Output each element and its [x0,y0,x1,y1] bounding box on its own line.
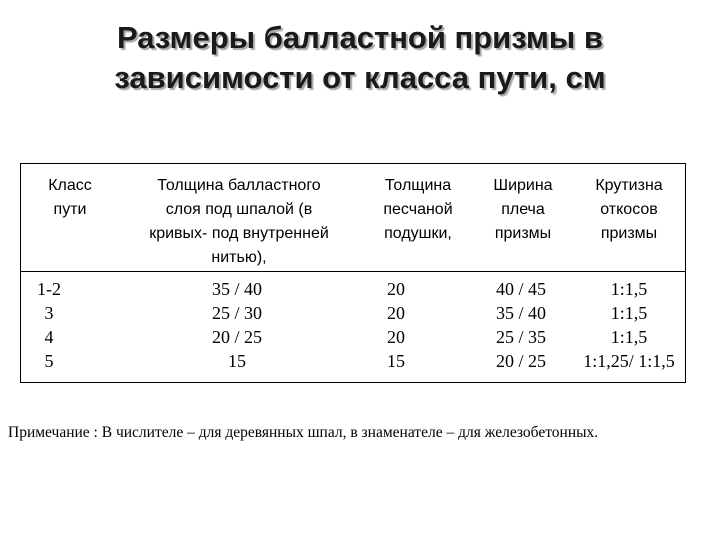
header-text: Ширина [493,177,553,194]
header-text: Крутизна [595,177,663,194]
header-text: нитью), [211,249,267,266]
table-cell: 40 / 45 [495,279,546,299]
header-text: призмы [600,225,658,242]
slide-title [0,18,720,98]
header-text: пути [53,201,87,218]
table-cell: 5 [44,351,54,371]
header-slope [569,174,689,246]
table-cell: 1:1,5 [610,327,648,347]
header-text: плеча [501,201,545,218]
header-text: песчаной [383,201,453,218]
table-cell: 35 / 40 [495,303,546,323]
header-text: кривых- под внутренней [149,225,329,242]
header-text: подушки, [384,225,452,242]
header-ballast-thickness [119,174,359,270]
header-text: слоя под шпалой (в [165,201,313,218]
table-cell: 4 [44,327,54,347]
table-cell: 1:1,5 [610,279,648,299]
column-ballast-thickness [189,277,285,373]
table-cell: 20 [387,279,405,299]
table-cell: 1-2 [37,279,61,299]
column-sand-cushion [381,277,411,373]
table-cell: 1:1,25/ 1:1,5 [583,351,675,371]
header-text: Толщина [384,177,452,194]
header-text: призмы [494,225,552,242]
table-cell: 25 / 35 [495,327,546,347]
table-cell: 20 / 25 [211,327,262,347]
header-text: откосов [600,201,658,218]
header-sand-cushion [365,174,471,246]
column-track-class [27,277,71,373]
table-cell: 25 / 30 [211,303,262,323]
table-cell: 20 / 25 [495,351,546,371]
column-shoulder-width [481,277,561,373]
title-line-1: Размеры балластной призмы в [117,20,603,55]
title-line-2: зависимости от класса пути, см [114,60,606,95]
table-cell: 15 [228,351,246,371]
table-cell: 35 / 40 [211,279,262,299]
table-cell: 20 [387,327,405,347]
table-cell: 20 [387,303,405,323]
table-cell: 15 [387,351,405,371]
header-shoulder-width [475,174,571,246]
header-text: Толщина балластного [157,177,321,194]
header-text: Класс [48,177,92,194]
footnote: Примечание : В числителе – для деревянных шпал, в знаменателе – для железобетонных. [8,424,599,441]
column-slope [573,277,685,373]
ballast-table [20,163,686,383]
header-track-class [25,174,115,222]
table-cell: 1:1,5 [610,303,648,323]
table-cell: 3 [44,303,54,323]
header-divider [21,271,685,272]
